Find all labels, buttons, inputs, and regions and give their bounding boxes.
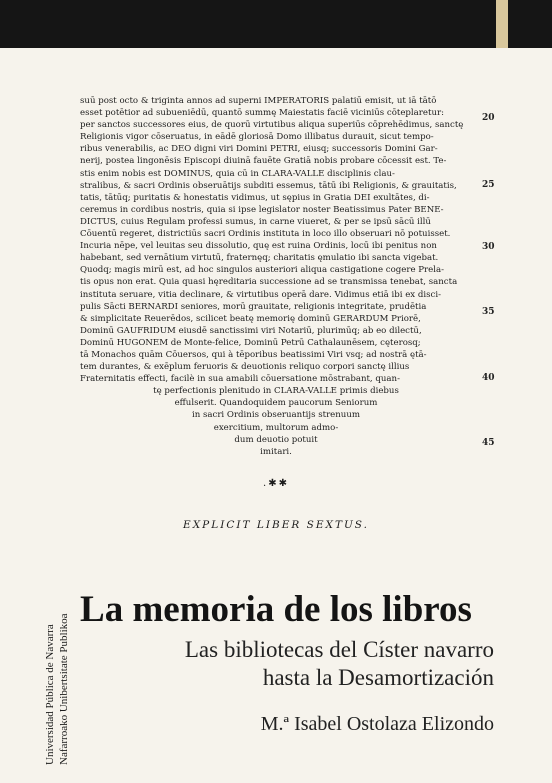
latin-line: stralibus, & sacri Ordinis obseruātijs subditi essemus, tātū ibi Religionis, & grauitatis, xyxy=(80,180,457,191)
latin-line: Cōuentū regeret, districtiūs sacri Ordinis instituta in loco illo obseruari nō potuisset. xyxy=(80,229,451,240)
latin-line: dum deuotio potuit xyxy=(234,434,318,445)
line-number: 45 xyxy=(482,438,495,448)
line-number: 20 xyxy=(482,113,495,123)
latin-line: suū post octo & triginta annos ad superni IMPERATORIS palatiū emisit, ut iā tātō xyxy=(80,96,437,106)
latin-text-block xyxy=(80,95,472,458)
latin-line: Quodq; magis mirū est, ad hoc singulos austeriori aliqua castigatione cogere Prela- xyxy=(80,265,445,276)
latin-line: & simplicitate Reuerēdos, scilicet beatę memorię dominū GERARDUM Priorē, xyxy=(80,313,421,324)
latin-line: tā Monachos quām Cōuersos, qui à tēporibus beatissimi Viri vsq; ad nostrā ętā- xyxy=(80,349,427,360)
book-author: M.ª Isabel Ostolaza Elizondo xyxy=(260,713,494,735)
publisher-name-es: Universidad Pública de Navarra xyxy=(44,624,56,765)
book-title: La memoria de los libros xyxy=(80,589,472,630)
latin-line: in sacri Ordinis obseruantijs strenuum xyxy=(191,410,361,421)
latin-line: Fraternitatis effecti, facilè in sua amabili cōuersatione mōstrabant, quan- xyxy=(80,374,400,385)
latin-line: Dominū HUGONEM de Monte-felice, Dominū Petrū Cathalaunēsem, cęterosq; xyxy=(80,337,421,348)
latin-line: tę perfectionis plenitudo in CLARA-VALLE primis diebus xyxy=(153,386,399,397)
latin-line: tis opus non erat. Quia quasi hęreditaria successione ad se transmissa tenebat, sancta xyxy=(80,277,458,288)
line-number: 25 xyxy=(482,180,495,190)
line-number: 35 xyxy=(482,307,495,317)
latin-line: stis enim nobis est DOMINUS, quia cū in CLARA-VALLE disciplinis clau- xyxy=(80,168,395,179)
top-dark-band xyxy=(0,0,552,48)
latin-line: exercitium, multorum admo- xyxy=(213,422,339,433)
top-band-accent xyxy=(496,0,508,48)
book-subtitle xyxy=(185,636,494,692)
latin-line: DICTUS, cuius Regulam professi sumus, in carne viueret, & per se ipsū sācū illū xyxy=(80,216,431,227)
latin-line: per sanctos successores eius, de quorū virtutibus aliqua superiūs cōprehēdimus, sanctę xyxy=(80,120,464,131)
spine-publisher xyxy=(34,540,70,765)
latin-line: ribus venerabilis, ac DEO digni viri Domini PETRI, eiusq; successoris Domini Gar- xyxy=(80,144,438,155)
line-number: 40 xyxy=(482,373,495,383)
line-number: 30 xyxy=(482,242,495,252)
latin-line: tatis, tātūq; puritatis & honestatis vidimus, ut sępius in Gratia DEI exultātes, di- xyxy=(80,192,430,203)
latin-line: esset potētior ad subueniēdū, quantō summę Maiestatis faciē viciniūs cōteplaretur: xyxy=(80,108,444,119)
publisher-name-eu: Nafarroako Unibertsitate Publikoa xyxy=(58,613,70,765)
latin-line: Religionis vigor cōseruatus, in eādē gloriosā Domo illibatus durauit, sicut tempo- xyxy=(80,132,434,143)
latin-line: ceremus in cordibus nostris, quia si ipse legislator noster Beatissimus Pater BENE- xyxy=(80,204,444,215)
latin-line: pulis Sācti BERNARDI seniores, morū grauitate, religionis integritate, prudētia xyxy=(80,301,427,312)
latin-line: instituta seruare, vitia declinare, & virtutibus operā dare. Vidimus etiā ibi ex disci- xyxy=(80,289,441,300)
latin-line: nerij, postea lingonēsis Episcopi diuinā fauēte Gratiā nobis probare cōcessit est. Te- xyxy=(80,156,447,167)
latin-line: Dominū GAUFRIDUM eiusdē sanctissimi viri Notariū, plurimūq; ab eo dilectū, xyxy=(80,325,422,336)
ornament: .✱✱ xyxy=(263,478,289,489)
latin-line: Incuria nēpe, vel leuitas seu dissolutio, quę est ruina Ordinis, locū ibi penitus non xyxy=(80,241,437,252)
explicit-line: EXPLICIT LIBER SEXTUS. xyxy=(183,519,369,531)
latin-line: tem durantes, & exēplum feruoris & deuotionis reliquo corpori sanctę illius xyxy=(80,362,410,373)
latin-line: habebant, sed vernātium virtutū, fraternęq; charitatis ęmulatio ibi sancta vigebat. xyxy=(80,253,439,264)
subtitle-line: Las bibliotecas del Císter navarro xyxy=(184,637,494,662)
subtitle-line: hasta la Desamortización xyxy=(262,665,494,690)
latin-line: effulserit. Quandoquidem paucorum Seniorum xyxy=(174,398,378,409)
latin-line: imitari. xyxy=(260,446,292,457)
